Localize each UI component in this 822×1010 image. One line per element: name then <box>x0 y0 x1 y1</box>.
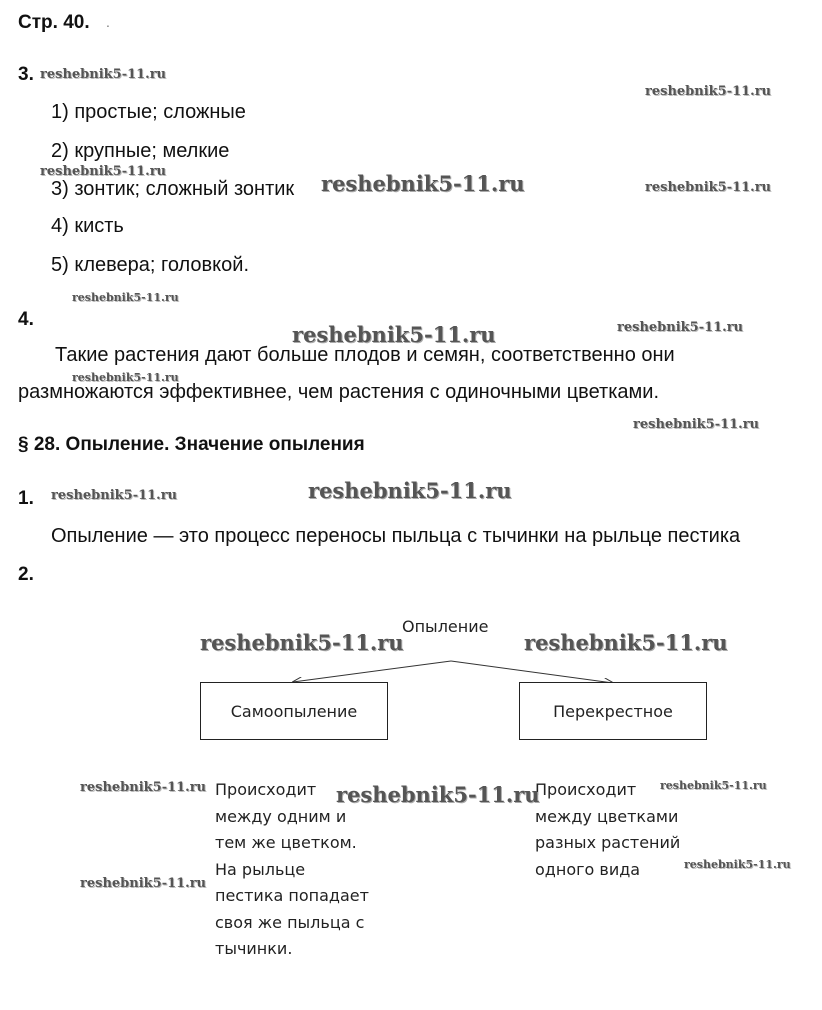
cross-desc-line: одного вида <box>535 859 641 879</box>
watermark: reshebnik5-11.ru <box>321 171 525 196</box>
watermark: reshebnik5-11.ru <box>684 858 791 871</box>
watermark: reshebnik5-11.ru <box>72 371 179 384</box>
self-desc-line: пестика попадает <box>215 886 369 905</box>
watermark: reshebnik5-11.ru <box>72 291 179 304</box>
cross-pollination-label: Перекрестное <box>553 701 673 721</box>
task4-number: 4. <box>18 309 34 330</box>
section-title: § 28. Опыление. Значение опыления <box>18 434 365 455</box>
cross-desc-line: между цветками <box>535 806 679 826</box>
header-dot: . <box>106 14 110 30</box>
watermark: reshebnik5-11.ru <box>292 322 496 347</box>
task1-number: 1. <box>18 488 34 509</box>
task4-line-1: Такие растения дают больше плодов и семян, соответственно они <box>55 344 675 366</box>
self-desc-line: своя же пыльца с <box>215 912 365 932</box>
cross-pollination-box <box>519 682 707 740</box>
watermark: reshebnik5-11.ru <box>336 782 540 807</box>
self-pollination-label: Самоопыление <box>230 701 358 721</box>
watermark: reshebnik5-11.ru <box>51 488 178 503</box>
task3-item-3: 3) зонтик; сложный зонтик <box>51 178 295 200</box>
arrow-to-self-pollination <box>293 661 451 682</box>
watermark: reshebnik5-11.ru <box>308 478 512 503</box>
task3-item-4: 4) кисть <box>51 215 124 237</box>
watermark: reshebnik5-11.ru <box>645 180 772 195</box>
watermark: reshebnik5-11.ru <box>40 67 167 82</box>
self-desc-line: Происходит <box>215 780 317 799</box>
self-desc-line: между одним и <box>215 806 347 826</box>
self-pollination-box <box>200 682 388 740</box>
watermark: reshebnik5-11.ru <box>200 630 404 655</box>
cross-desc-line: разных растений <box>535 833 681 852</box>
page-header: Стр. 40. <box>18 12 90 33</box>
watermark: reshebnik5-11.ru <box>633 417 760 432</box>
cross-pollination-description <box>535 777 680 883</box>
task3-item-2: 2) крупные; мелкие <box>51 140 230 162</box>
self-desc-line: На рыльце <box>215 859 306 879</box>
watermark: reshebnik5-11.ru <box>40 164 167 179</box>
watermark: reshebnik5-11.ru <box>645 84 772 99</box>
cross-desc-line: Происходит <box>535 780 637 799</box>
diagram-root-label: Опыление <box>402 617 489 636</box>
watermark: reshebnik5-11.ru <box>660 779 767 792</box>
arrow-to-cross-pollination <box>451 661 613 683</box>
watermark: reshebnik5-11.ru <box>524 630 728 655</box>
self-desc-line: тем же цветком. <box>215 833 357 852</box>
watermark: reshebnik5-11.ru <box>80 780 207 795</box>
task3-item-1: 1) простые; сложные <box>51 101 246 123</box>
watermark: reshebnik5-11.ru <box>80 876 207 891</box>
task3-number: 3. <box>18 64 34 85</box>
task1-text: Опыление — это процесс переносы пыльца с тычинки на рыльце пестика <box>51 525 741 547</box>
task2-number: 2. <box>18 564 34 585</box>
self-desc-line: тычинки. <box>215 939 293 958</box>
watermark: reshebnik5-11.ru <box>617 320 744 335</box>
task4-line-2: размножаются эффективнее, чем растения с одиночными цветками. <box>18 381 659 403</box>
task3-item-5: 5) клевера; головкой. <box>51 254 249 276</box>
